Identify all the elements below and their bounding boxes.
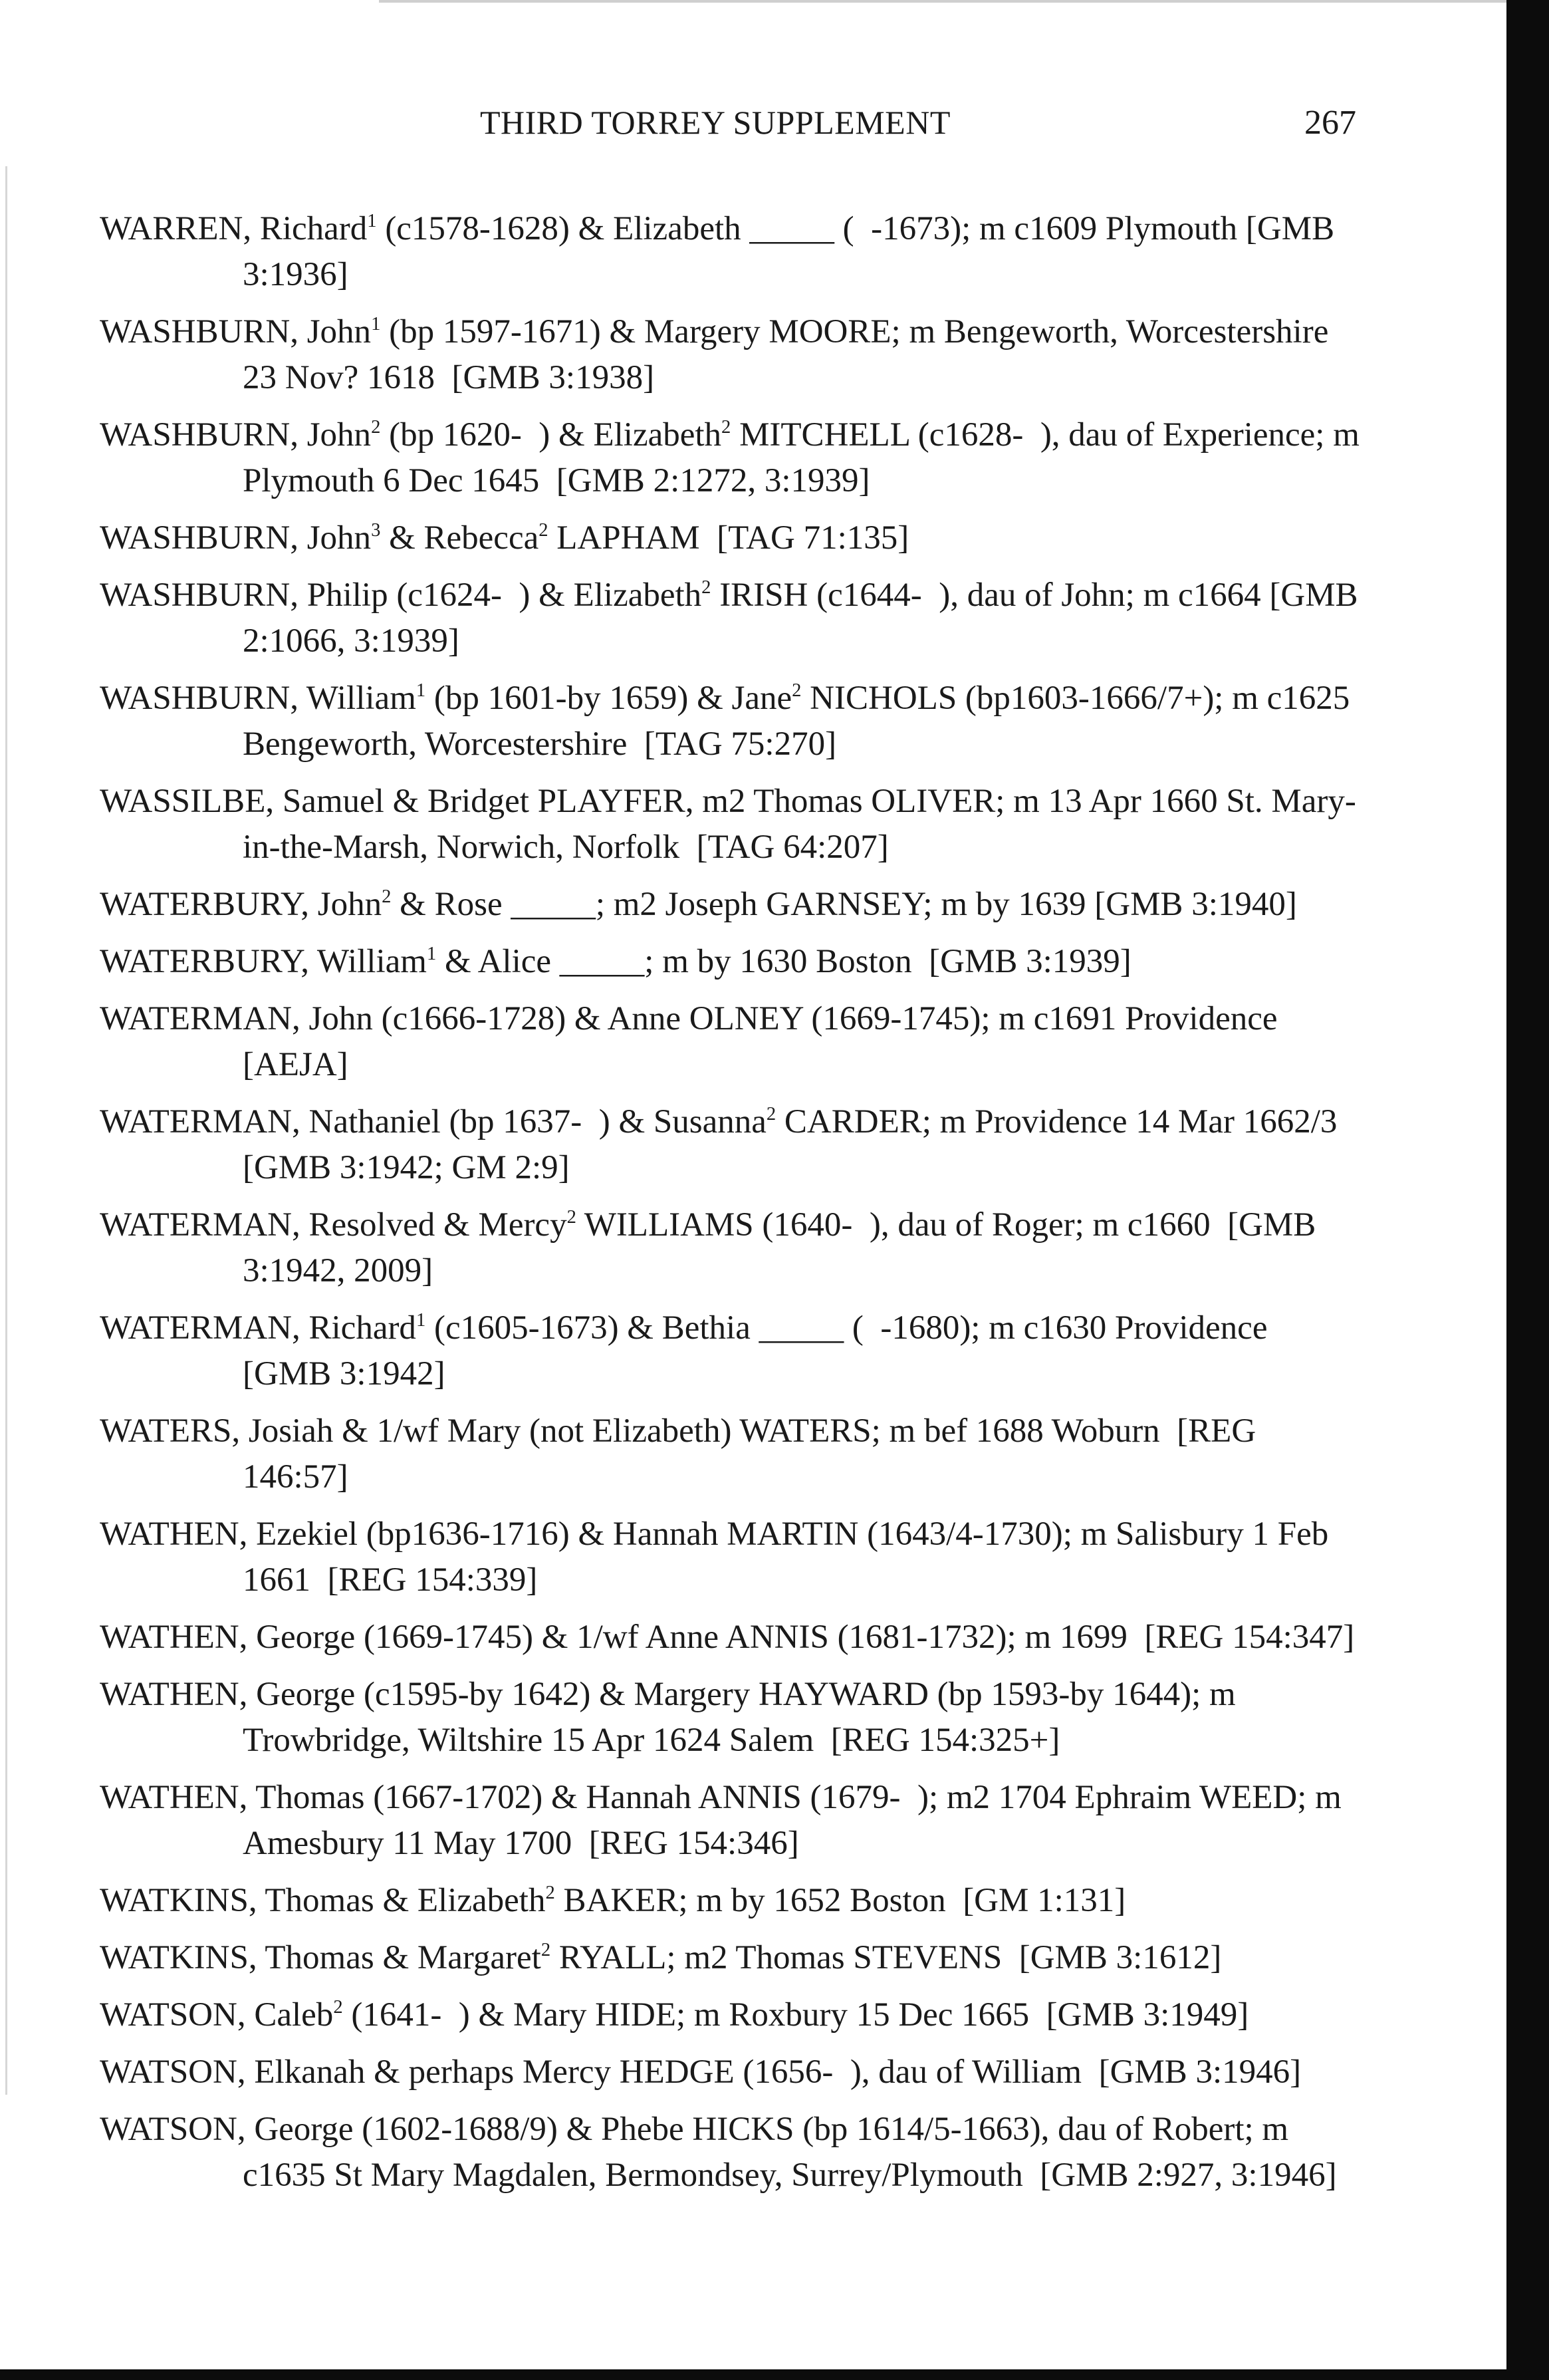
scan-edge-right xyxy=(1506,0,1549,2380)
entry: WARREN, Richard$^1$ (c1578-1628) & Elizabeth _____ ( -1673); m c1609 Plymouth [GMB 3:1936] xyxy=(100,210,1335,293)
entry: WATSON, Elkanah & perhaps Mercy HEDGE (1656- ), dau of William [GMB 3:1946] xyxy=(100,2053,1302,2091)
entry: WATSON, Caleb$^2$ (1641- ) & Mary HIDE; m Roxbury 15 Dec 1665 [GMB 3:1949] xyxy=(100,1996,1249,2034)
entry: WASHBURN, Philip (c1624- ) & Elizabeth$^2$ IRISH (c1644- ), dau of John; m c1664 [GMB 2:1066, 3:1939] xyxy=(100,577,1358,660)
entry: WATHEN, Ezekiel (bp1636-1716) & Hannah MARTIN (1643/4-1730); m Salisbury 1 Feb 1661 [REG 154:339] xyxy=(100,1516,1329,1599)
entry: WATERBURY, William$^1$ & Alice _____; m by 1630 Boston [GMB 3:1939] xyxy=(100,943,1132,980)
entry: WATKINS, Thomas & Margaret$^2$ RYALL; m2 Thomas STEVENS [GMB 3:1612] xyxy=(100,1939,1222,1976)
entry: WATSON, George (1602-1688/9) & Phebe HICKS (bp 1614/5-1663), dau of Robert; m c1635 St Mary Magdalen, Bermondsey, Surrey/Plymouth [GMB 2:927, 3:1946] xyxy=(100,2111,1337,2194)
entry: WATERMAN, Resolved & Mercy$^2$ WILLIAMS (1640- ), dau of Roger; m c1660 [GMB 3:1942, 2009] xyxy=(100,1206,1316,1289)
entry: WATKINS, Thomas & Elizabeth$^2$ BAKER; m by 1652 Boston [GM 1:131] xyxy=(100,1882,1126,1919)
scan-edge-left xyxy=(5,166,7,2095)
page-number: 267 xyxy=(1304,104,1356,142)
scan-edge-top xyxy=(379,0,1509,3)
entry: WASHBURN, William$^1$ (bp 1601-by 1659) & Jane$^2$ NICHOLS (bp1603-1666/7+); m c1625 Bengeworth, Worcestershire [TAG 75:270] xyxy=(100,680,1350,763)
scan-edge-bottom xyxy=(0,2369,1549,2380)
entry: WATHEN, George (1669-1745) & 1/wf Anne ANNIS (1681-1732); m 1699 [REG 154:347] xyxy=(100,1619,1355,1656)
entry: WATERMAN, Nathaniel (bp 1637- ) & Susanna$^2$ CARDER; m Providence 14 Mar 1662/3 [GMB 3:1942; GM 2:9] xyxy=(100,1103,1346,1186)
running-title: THIRD TORREY SUPPLEMENT xyxy=(480,104,951,141)
entry: WATERBURY, John$^2$ & Rose _____; m2 Joseph GARNSEY; m by 1639 [GMB 3:1940] xyxy=(100,886,1297,923)
entry: WASHBURN, John$^3$ & Rebecca$^2$ LAPHAM [TAG 71:135] xyxy=(100,519,909,557)
entry: WATHEN, Thomas (1667-1702) & Hannah ANNIS (1679- ); m2 1704 Ephraim WEED; m Amesbury 11 May 1700 [REG 154:346] xyxy=(100,1779,1342,1862)
entry: WASHBURN, John$^2$ (bp 1620- ) & Elizabeth$^2$ MITCHELL (c1628- ), dau of Experience; m Plymouth 6 Dec 1645 [GMB 2:1272, 3:1939] xyxy=(100,416,1360,499)
entry: WASSILBE, Samuel & Bridget PLAYFER, m2 Thomas OLIVER; m 13 Apr 1660 St. Mary-in-the-Marsh, Norwich, Norfolk [TAG 64:207] xyxy=(100,783,1356,866)
entry: WATERS, Josiah & 1/wf Mary (not Elizabeth) WATERS; m bef 1688 Woburn [REG 146:57] xyxy=(100,1412,1256,1496)
entry: WATERMAN, John (c1666-1728) & Anne OLNEY (1669-1745); m c1691 Providence [AEJA] xyxy=(100,1000,1278,1083)
entry: WATERMAN, Richard$^1$ (c1605-1673) & Bethia _____ ( -1680); m c1630 Providence [GMB 3:1942] xyxy=(100,1309,1268,1392)
entry: WATHEN, George (c1595-by 1642) & Margery HAYWARD (bp 1593-by 1644); m Trowbridge, Wiltshire 15 Apr 1624 Salem [REG 154:325+] xyxy=(100,1676,1236,1759)
entry: WASHBURN, John$^1$ (bp 1597-1671) & Margery MOORE; m Bengeworth, Worcestershire 23 Nov? 1618 [GMB 3:1938] xyxy=(100,313,1329,396)
entry-list xyxy=(100,206,1363,2210)
